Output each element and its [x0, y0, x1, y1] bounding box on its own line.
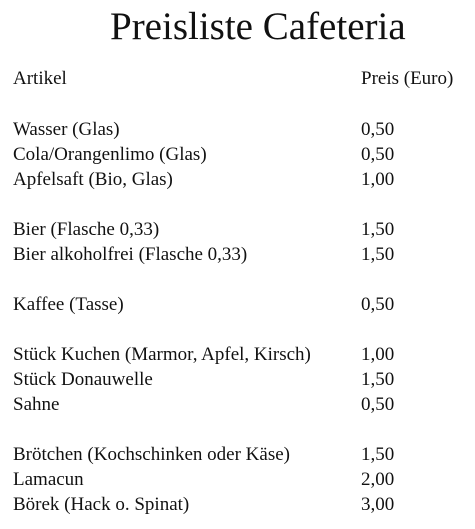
item-name: Stück Kuchen (Marmor, Apfel, Kirsch) [13, 344, 311, 365]
item-name: Kaffee (Tasse) [13, 294, 124, 315]
item-price: 1,50 [361, 219, 395, 240]
list-item [0, 443, 475, 467]
item-price: 1,50 [361, 444, 395, 465]
item-name: Brötchen (Kochschinken oder Käse) [13, 444, 290, 465]
item-name: Bier (Flasche 0,33) [13, 219, 160, 240]
item-price: 0,50 [361, 144, 395, 165]
item-price: 0,50 [361, 119, 395, 140]
column-header-item: Artikel [13, 68, 67, 89]
item-price: 1,50 [361, 244, 395, 265]
list-item [0, 218, 475, 242]
item-price: 1,00 [361, 344, 395, 365]
item-name: Wasser (Glas) [13, 119, 120, 140]
page-title: Preisliste Cafeteria [110, 5, 406, 48]
list-item [0, 143, 475, 167]
list-item [0, 493, 475, 517]
list-item [0, 118, 475, 142]
item-price: 0,50 [361, 294, 395, 315]
list-item [0, 468, 475, 492]
item-name: Bier alkoholfrei (Flasche 0,33) [13, 244, 248, 265]
list-item [0, 243, 475, 267]
list-item [0, 368, 475, 392]
item-price: 3,00 [361, 494, 395, 515]
item-price: 2,00 [361, 469, 395, 490]
item-price: 1,00 [361, 169, 395, 190]
column-header-price: Preis (Euro) [361, 68, 454, 89]
list-item [0, 343, 475, 367]
item-name: Lamacun [13, 469, 84, 490]
item-name: Apfelsaft (Bio, Glas) [13, 169, 173, 190]
item-name: Sahne [13, 394, 60, 415]
list-item [0, 168, 475, 192]
item-price: 1,50 [361, 369, 395, 390]
table-header [0, 67, 475, 91]
list-item [0, 393, 475, 417]
item-name: Cola/Orangenlimo (Glas) [13, 144, 207, 165]
item-name: Stück Donauwelle [13, 369, 153, 390]
list-item [0, 293, 475, 317]
item-name: Börek (Hack o. Spinat) [13, 494, 190, 515]
item-price: 0,50 [361, 394, 395, 415]
